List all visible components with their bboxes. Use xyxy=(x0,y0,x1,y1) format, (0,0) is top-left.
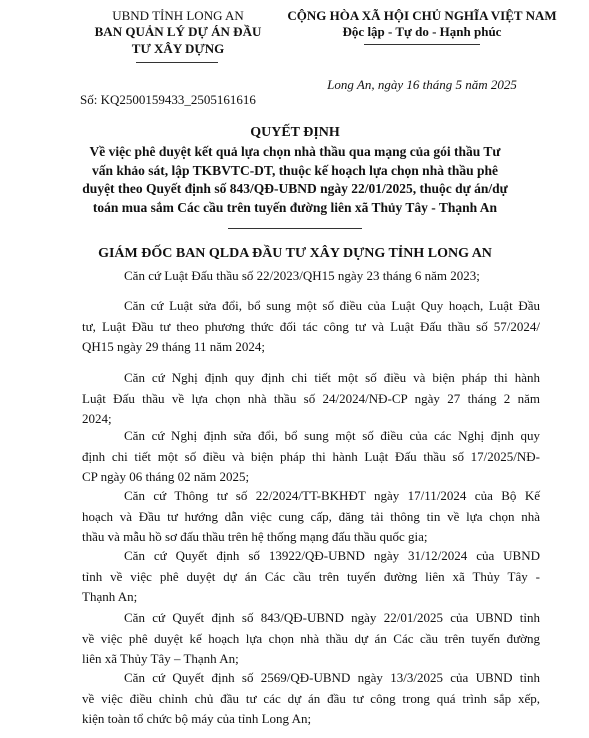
legal-basis-paragraph xyxy=(82,296,540,358)
paragraph-line: Căn cứ Quyết định số 13922/QĐ-UBND ngày 31/12/2024 của UBND xyxy=(124,548,540,563)
issuer-parent-org: UBND TỈNH LONG AN xyxy=(112,8,244,23)
paragraph-line: Căn cứ Nghị định quy định chi tiết một số điều và biện pháp thi hành xyxy=(124,370,540,385)
paragraph-line: Căn cứ Thông tư số 22/2024/TT-BKHĐT ngày 17/11/2024 của Bộ Kế xyxy=(124,488,540,503)
paragraph-line: Căn cứ Quyết định số 2569/QĐ-UBND ngày 13/3/2025 của UBND tỉnh xyxy=(124,670,540,685)
issue-date: Long An, ngày 16 tháng 5 năm 2025 xyxy=(327,77,517,92)
title-underline xyxy=(228,228,362,229)
subject-line: vấn khảo sát, lập TKBVTC-DT, thuộc kế hoạch lựa chọn nhà thầu phê xyxy=(92,162,498,178)
document-subject xyxy=(60,143,530,217)
paragraph-line: Thạnh An; xyxy=(82,589,138,604)
paragraph-line: Căn cứ Luật sửa đổi, bổ sung một số điều của Luật Quy hoạch, Luật Đầu xyxy=(124,298,540,313)
paragraph-line: kiện toàn tổ chức bộ máy của tỉnh Long An; xyxy=(82,711,312,726)
paragraph-line: Căn cứ Nghị định sửa đổi, bổ sung một số điều của các Nghị định quy xyxy=(124,428,540,443)
legal-basis-paragraph xyxy=(82,486,540,548)
paragraph-line: thầu và mẫu hồ sơ đấu thầu trên hệ thống mạng đấu thầu quốc gia; xyxy=(82,529,428,544)
paragraph-line: hoạch và Đầu tư hướng dẫn việc cung cấp, đăng tải thông tin về lựa chọn nhà xyxy=(82,508,540,524)
paragraph-line: tư, Luật Đầu tư theo phương thức đối tác công tư và Luật Đấu thầu số 57/2024/ xyxy=(82,318,540,334)
paragraph-line: CP ngày 06 tháng 02 năm 2025; xyxy=(82,469,250,484)
legal-basis-paragraph xyxy=(82,608,540,670)
national-title: CỘNG HÒA XÃ HỘI CHỦ NGHĨA VIỆT NAM xyxy=(287,8,557,23)
paragraph-line: tỉnh về việc phê duyệt dự án Các cầu trên tuyến đường liên xã Thủy Tây - xyxy=(82,568,540,584)
paragraph-line: về việc điều chỉnh chủ đầu tư các dự án đầu tư công trong quá trình sắp xếp, xyxy=(82,690,540,706)
legal-basis-paragraph xyxy=(82,668,540,730)
paragraph-line: liên xã Thủy Tây – Thạnh An; xyxy=(82,651,239,666)
paragraph-line: định chi tiết một số điều và biện pháp thi hành Luật Đấu thầu số 17/2025/NĐ- xyxy=(82,448,540,464)
document-number: Số: KQ2500159433_2505161616 xyxy=(80,92,256,107)
document-heading: QUYẾT ĐỊNH xyxy=(250,125,340,140)
national-motto: Độc lập - Tự do - Hạnh phúc xyxy=(342,24,502,39)
legal-basis-paragraph xyxy=(82,426,540,488)
paragraph-line: Căn cứ Luật Đấu thầu số 22/2023/QH15 ngày 23 tháng 6 năm 2023; xyxy=(124,268,480,283)
legal-basis-paragraph xyxy=(82,266,540,287)
subject-line: Về việc phê duyệt kết quả lựa chọn nhà thầu qua mạng của gói thầu Tư xyxy=(89,144,501,159)
subject-line: duyệt theo Quyết định số 843/QĐ-UBND ngày 22/01/2025, thuộc dự án/dự xyxy=(82,181,508,196)
paragraph-line: Căn cứ Quyết định số 843/QĐ-UBND ngày 22/01/2025 của UBND tỉnh xyxy=(124,610,540,625)
subject-line: toán mua sắm Các cầu trên tuyến đường liên xã Thủy Tây - Thạnh An xyxy=(92,199,498,215)
paragraph-line: 2024; xyxy=(82,411,112,426)
paragraph-line: về việc phê duyệt kế hoạch lựa chọn nhà thầu dự án Các cầu trên tuyến đường xyxy=(82,630,540,646)
paragraph-line: Luật Đấu thầu về lựa chọn nhà thầu số 24/2024/NĐ-CP ngày 27 tháng 2 năm xyxy=(82,390,540,406)
issuer-org-line2: TƯ XÂY DỰNG xyxy=(131,41,225,56)
legal-basis-paragraph xyxy=(82,546,540,608)
paragraph-line: QH15 ngày 29 tháng 11 năm 2024; xyxy=(82,339,265,354)
motto-underline xyxy=(364,44,480,45)
issuer-org-line1: BAN QUẢN LÝ DỰ ÁN ĐẦU xyxy=(94,24,262,39)
issuing-authority: GIÁM ĐỐC BAN QLDA ĐẦU TƯ XÂY DỰNG TỈNH LONG AN xyxy=(98,246,492,261)
issuer-underline xyxy=(136,62,218,63)
legal-basis-paragraph xyxy=(82,368,540,430)
